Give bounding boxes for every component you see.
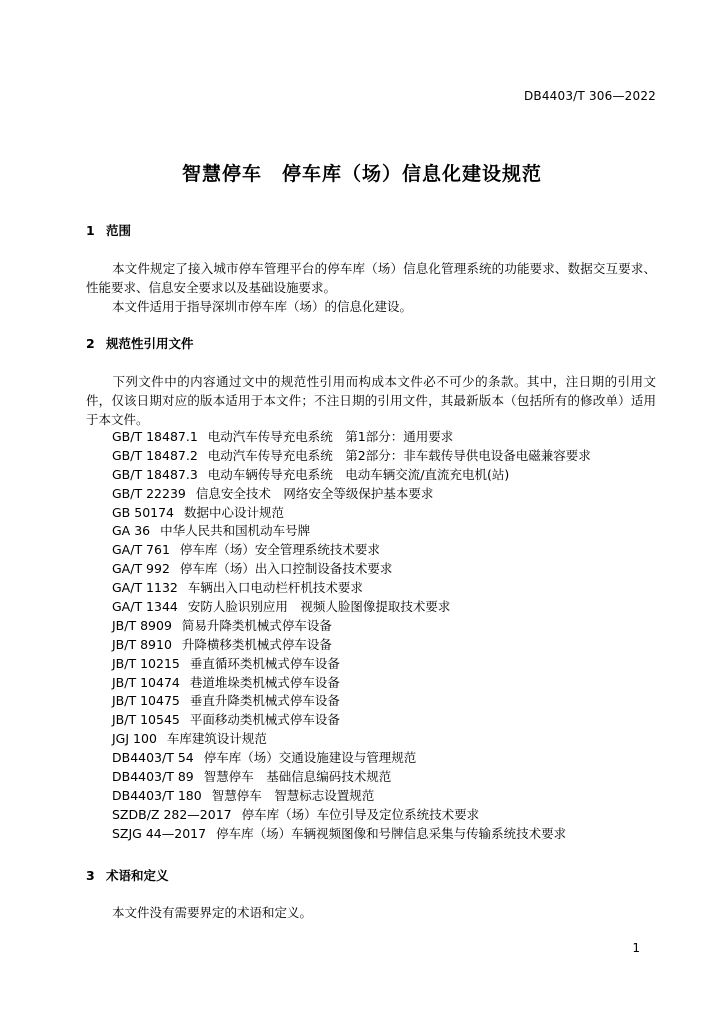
- reference-item: [112, 504, 591, 523]
- reference-title: 车辆出入口电动栏杆机技术要求: [187, 580, 363, 596]
- reference-item: [112, 692, 591, 711]
- reference-title: 垂直升降类机械式停车设备: [189, 693, 340, 709]
- reference-list: [112, 428, 591, 844]
- paragraph-text: 下列文件中的内容通过文中的规范性引用而构成本文件必不可少的条款。其中，注日期的引用文件，仅该日期对应的版本适用于本文件；不注日期的引用文件，其最新版本（包括所有的修改单）适用于本文件。: [86, 374, 656, 427]
- reference-title: 停车库（场）安全管理系统技术要求: [179, 542, 380, 558]
- reference-code: JB/T 10474: [112, 674, 180, 690]
- reference-code: JB/T 10545: [112, 712, 180, 728]
- reference-title: 信息安全技术 网络安全等级保护基本要求: [195, 485, 434, 501]
- reference-title: 停车库（场）出入口控制设备技术要求: [179, 561, 393, 577]
- terms-paragraph: [86, 903, 656, 922]
- reference-code: JB/T 8910: [112, 636, 172, 652]
- reference-title: 升降横移类机械式停车设备: [181, 636, 332, 652]
- reference-item: [112, 428, 591, 447]
- section-title: 范围: [106, 223, 132, 238]
- reference-title: 停车库（场）车辆视频图像和号牌信息采集与传输系统技术要求: [216, 825, 567, 841]
- section-number: 2: [86, 336, 95, 351]
- section-number: 3: [86, 868, 95, 883]
- reference-code: GA/T 1344: [112, 599, 178, 615]
- reference-item: [112, 598, 591, 617]
- reference-item: [112, 617, 591, 636]
- scope-paragraph-2: [86, 297, 656, 316]
- section-title: 术语和定义: [106, 868, 169, 883]
- reference-code: DB4403/T 180: [112, 787, 202, 803]
- reference-code: GB/T 18487.3: [112, 466, 198, 482]
- reference-title: 安防人脸识别应用 视频人脸图像提取技术要求: [187, 599, 451, 615]
- reference-title: 停车库（场）交通设施建设与管理规范: [203, 750, 417, 766]
- reference-item: [112, 655, 591, 674]
- reference-code: GB 50174: [112, 504, 174, 520]
- reference-item: [112, 485, 591, 504]
- section-number: 1: [86, 223, 95, 238]
- paragraph-text: 本文件没有需要界定的术语和定义。: [112, 905, 313, 920]
- reference-title: 巷道堆垛类机械式停车设备: [189, 674, 340, 690]
- reference-code: JB/T 8909: [112, 617, 172, 633]
- section-title: 规范性引用文件: [106, 336, 194, 351]
- reference-title: 数据中心设计规范: [184, 504, 285, 520]
- reference-code: GB/T 22239: [112, 485, 186, 501]
- reference-item: [112, 447, 591, 466]
- reference-item: [112, 560, 591, 579]
- reference-item: [112, 522, 591, 541]
- reference-title: 平面移动类机械式停车设备: [189, 712, 340, 728]
- section-heading-normative-references: [86, 334, 194, 352]
- standard-code: DB4403/T 306—2022: [523, 89, 656, 103]
- reference-title: 智慧停车 基础信息编码技术规范: [203, 769, 392, 785]
- reference-item: [112, 730, 591, 749]
- reference-code: JB/T 10215: [112, 655, 180, 671]
- reference-code: GA/T 992: [112, 561, 170, 577]
- reference-title: 车库建筑设计规范: [166, 731, 267, 747]
- reference-item: [112, 579, 591, 598]
- document-title: 智慧停车 停车库（场）信息化建设规范: [181, 163, 542, 185]
- reference-title: 简易升降类机械式停车设备: [181, 617, 332, 633]
- reference-title: 中华人民共和国机动车号牌: [160, 523, 311, 539]
- reference-item: [112, 768, 591, 787]
- reference-title: 智慧停车 智慧标志设置规范: [211, 787, 375, 803]
- reference-code: SZDB/Z 282—2017: [112, 806, 232, 822]
- reference-code: SZJG 44—2017: [112, 825, 207, 841]
- reference-title: 电动汽车传导充电系统 第2部分：非车载传导供电设备电磁兼容要求: [207, 447, 591, 463]
- reference-item: [112, 541, 591, 560]
- reference-code: GB/T 18487.2: [112, 447, 198, 463]
- reference-code: GA/T 1132: [112, 580, 178, 596]
- paragraph-text: 本文件规定了接入城市停车管理平台的停车库（场）信息化管理系统的功能要求、数据交互要求、性能要求、信息安全要求以及基础设施要求。: [86, 261, 656, 295]
- reference-item: [112, 787, 591, 806]
- section-heading-terms-definitions: [86, 866, 169, 884]
- reference-title: 电动车辆传导充电系统 电动车辆交流/直流充电机(站): [207, 466, 510, 482]
- reference-item: [112, 749, 591, 768]
- page-number: 1: [632, 941, 640, 955]
- reference-item: [112, 825, 591, 844]
- reference-item: [112, 636, 591, 655]
- reference-title: 电动汽车传导充电系统 第1部分：通用要求: [207, 429, 454, 444]
- reference-code: GA 36: [112, 523, 151, 539]
- paragraph-text: 本文件适用于指导深圳市停车库（场）的信息化建设。: [112, 299, 413, 314]
- reference-item: [112, 674, 591, 693]
- references-intro-paragraph: [86, 372, 656, 429]
- scope-paragraph-1: [86, 259, 656, 297]
- reference-code: DB4403/T 54: [112, 750, 194, 766]
- reference-title: 停车库（场）车位引导及定位系统技术要求: [241, 806, 480, 822]
- section-heading-scope: [86, 221, 131, 239]
- reference-title: 垂直循环类机械式停车设备: [189, 655, 340, 671]
- reference-code: JGJ 100: [112, 731, 157, 747]
- reference-code: DB4403/T 89: [112, 769, 194, 785]
- reference-code: GA/T 761: [112, 542, 170, 558]
- reference-code: JB/T 10475: [112, 693, 180, 709]
- reference-item: [112, 806, 591, 825]
- reference-item: [112, 711, 591, 730]
- reference-code: GB/T 18487.1: [112, 429, 198, 444]
- reference-item: [112, 466, 591, 485]
